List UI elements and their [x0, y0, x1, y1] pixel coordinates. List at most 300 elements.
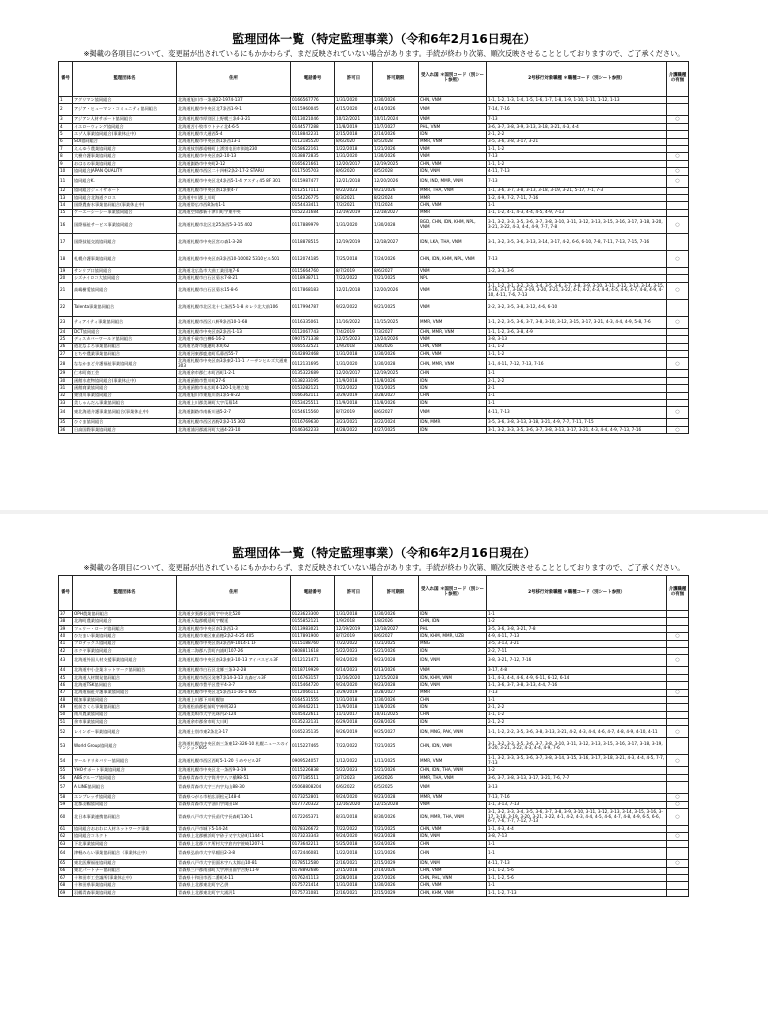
cell-permit-date: 12/16/2020	[335, 674, 373, 681]
cell-categories: 3-1, 3-2, 3-3, 3-5, 3-6, 3-7, 3-8, 3-13, 3-17, 3-21, 4-3, 4-4, 4-9, 7-13, 7-16	[487, 426, 667, 433]
notice-text: ※掲載の各項目について、変更届が出されているにもかかわらず、まだ反映されていない場合があります。手続が終わり次第、順次反映させることとしておりますので、ご了承ください。	[83, 49, 685, 58]
cell-org-name: 協同組合ジェイサポート	[73, 187, 177, 194]
cell-countries: IDN, VNM	[419, 833, 487, 840]
cell-address: 北海道中川郡上川町	[177, 194, 291, 201]
cell-org-name: ABSグループ協同組合	[73, 774, 177, 781]
cell-number: 12	[59, 187, 73, 194]
table-row	[59, 116, 689, 123]
cell-permit-date: 6/14/2023	[335, 667, 373, 674]
cell-phone: 0115226838	[291, 767, 335, 774]
cell-permit-date: 11/9/2018	[335, 399, 373, 406]
cell-number: 56	[59, 774, 73, 781]
cell-categories: 1-1	[487, 848, 667, 860]
cell-care-mark: ○	[667, 316, 689, 328]
cell-categories: 1-1, 1-2, 5-6	[487, 867, 667, 874]
cell-expiry: 10/11/2024	[373, 116, 419, 123]
cell-org-name: 函館商業協同組合	[73, 385, 177, 392]
cell-expiry: 8/30/2026	[373, 809, 419, 826]
cell-categories: 1-1, 4-3, 4-4	[487, 826, 667, 833]
cell-care-mark	[667, 774, 689, 781]
cell-address: 北海道札幌市中央区南2-10-13	[177, 153, 291, 160]
table-row	[59, 647, 689, 654]
cell-number: 14	[59, 202, 73, 209]
cell-permit-date: 3/29/2019	[335, 392, 373, 399]
table-row	[59, 782, 689, 794]
cell-care-mark	[667, 377, 689, 384]
cell-phone: 0117868183	[291, 282, 335, 299]
cell-expiry: 11/8/2026	[373, 399, 419, 406]
cell-phone: 0116335061	[291, 316, 335, 328]
cell-countries: MMR, THA, VNM	[419, 774, 487, 781]
cell-countries: CHN, KHM, VNM	[419, 889, 487, 896]
cell-address: 北海道函館市末広町4-120-1先理立地	[177, 385, 291, 392]
cell-countries: VNM	[419, 667, 487, 674]
table-row	[59, 217, 689, 234]
cell-categories: 1-1, 1-2, 7-13	[487, 889, 667, 896]
cell-org-name: ワールドリカバリー協同組合	[73, 755, 177, 767]
cell-countries: VNM	[419, 116, 487, 123]
cell-phone: 0164531555	[291, 696, 335, 703]
cell-countries: CHN, VNM	[419, 867, 487, 874]
cell-org-name: 函館水産物協同組合(事業休止中)	[73, 377, 177, 384]
cell-categories: 2-1	[487, 385, 667, 392]
cell-permit-date: 1/31/2018	[335, 611, 373, 618]
cell-countries: PHL, VNM	[419, 123, 487, 130]
cell-care-mark	[667, 234, 689, 251]
table-row	[59, 168, 689, 175]
cell-countries: IDN	[419, 377, 487, 384]
cell-phone: 0115664760	[291, 268, 335, 275]
cell-number: 2	[59, 104, 73, 116]
cell-countries: CHN	[419, 848, 487, 860]
cell-permit-date: 11/9/2018	[335, 704, 373, 711]
header-phone: 電話番号	[291, 576, 335, 611]
cell-countries: CHN, VNM	[419, 882, 487, 889]
cell-categories: 2-1, 2-2	[487, 704, 667, 711]
table-row	[59, 145, 689, 152]
cell-address: 北海道札幌市大通西5-4	[177, 131, 291, 138]
cell-care-mark	[667, 328, 689, 335]
cell-care-mark	[667, 618, 689, 625]
table-row	[59, 889, 689, 896]
cell-phone: 0173233343	[291, 833, 335, 840]
cell-phone: 0177185511	[291, 774, 335, 781]
cell-address: 北海道札幌市中央区宮の森1-3-28	[177, 234, 291, 251]
cell-categories: 1-1, 1-2	[487, 343, 667, 350]
cell-permit-date: 12/20/2017	[335, 370, 373, 377]
cell-org-name: 東北海道介護事業協同組合(事業休止中)	[73, 407, 177, 419]
cell-expiry: 7/24/2026	[373, 251, 419, 268]
cell-care-mark	[667, 611, 689, 618]
cell-expiry: 12/20/2026	[373, 175, 419, 187]
cell-expiry: 2/27/2026	[373, 874, 419, 881]
cell-org-name: サンリブ口協同組合	[73, 268, 177, 275]
table-row	[59, 874, 689, 881]
cell-permit-date: 4/28/2022	[335, 426, 373, 433]
cell-phone: 0117994787	[291, 299, 335, 316]
cell-permit-date: 3/29/2019	[335, 689, 373, 696]
cell-care-mark: ○	[667, 794, 689, 801]
cell-org-name: 道北なよろ事業協同組合	[73, 343, 177, 350]
cell-expiry: 7/21/2025	[373, 738, 419, 755]
cell-number: 33	[59, 399, 73, 406]
cell-address: 青森県青森市大字筒井字八ツ橋98-51	[177, 774, 291, 781]
cell-number: 10	[59, 168, 73, 175]
cell-expiry: 1/30/2026	[373, 97, 419, 104]
cell-number: 68	[59, 882, 73, 889]
cell-expiry: 3/28/2027	[373, 689, 419, 696]
cell-address: 青森県上北郡東北町字大浦沢1	[177, 889, 291, 896]
cell-number: 60	[59, 809, 73, 826]
cell-countries: VNM	[419, 268, 487, 275]
cell-address: 北海道函館市豊川町27-6	[177, 377, 291, 384]
cell-categories: 1-1, 1-2, 1-3, 1-4, 1-5, 1-6, 1-7, 1-8, 1-9, 1-10, 1-11, 1-12, 1-13	[487, 97, 667, 104]
cell-org-name: YHOサポート事業協同組合	[73, 767, 177, 774]
cell-address: 北海道北広島市大曲工業団地7-6	[177, 268, 291, 275]
cell-expiry: 9/23/2028	[373, 794, 419, 801]
cell-number: 53	[59, 738, 73, 755]
cell-org-name: プロテックス協同組合	[73, 640, 177, 647]
cell-number: 25	[59, 336, 73, 343]
table-row	[59, 234, 689, 251]
cell-number: 27	[59, 351, 73, 358]
cell-permit-date: 4/15/2020	[335, 104, 373, 116]
cell-care-mark	[667, 419, 689, 426]
cell-phone: 0177720322	[291, 801, 335, 808]
cell-org-name: 下北事業協同組合	[73, 840, 177, 847]
cell-number: 16	[59, 217, 73, 234]
cell-address: 北海道札幌市厚別区上野幌三条4-3-21	[177, 116, 291, 123]
cell-care-mark	[667, 209, 689, 216]
cell-org-name: 協同組合おおわに人材ネットワーク事業	[73, 826, 177, 833]
cell-countries: VNM	[419, 407, 487, 419]
cell-care-mark: ○	[667, 251, 689, 268]
cell-address: 北海道紋別郡遠軽町上湧別屯田市街地230	[177, 145, 291, 152]
cell-expiry: 3/22/2024	[373, 419, 419, 426]
cell-address: 北海道札幌市西区西野2条2-15 302	[177, 419, 291, 426]
cell-address: 北海道美唄市大字光珠内2-124	[177, 711, 291, 718]
header-expiry: 許可期限	[373, 62, 419, 97]
cell-countries: MMR, VNM	[419, 138, 487, 145]
cell-number: 35	[59, 419, 73, 426]
cell-org-name: アジア・ヒューマン・コミュニティ協同組合	[73, 104, 177, 116]
table-row	[59, 123, 689, 130]
table-row	[59, 640, 689, 647]
cell-address: 北海道札幌市中央区北5条西11-16-1 605	[177, 689, 291, 696]
cell-countries: CHN, IDN, KHM, NPL, VNM	[419, 251, 487, 268]
cell-permit-date: 12/16/2020	[335, 801, 373, 808]
cell-countries: MNG	[419, 640, 487, 647]
cell-care-mark: ○	[667, 153, 689, 160]
cell-categories: 1-1	[487, 399, 667, 406]
cell-categories: 1-1, 1-2, 5-6	[487, 874, 667, 881]
cell-permit-date: 10/12/2021	[335, 116, 373, 123]
cell-categories: 1-1, 1-2	[487, 351, 667, 358]
cell-phone: 0907571338	[291, 336, 335, 343]
cell-expiry: 8/6/2027	[373, 407, 419, 419]
cell-care-mark	[667, 782, 689, 794]
cell-permit-date: 6/29/2018	[335, 719, 373, 726]
cell-care-mark	[667, 882, 689, 889]
cell-categories: 1-1, 1-2	[487, 145, 667, 152]
cell-countries: IDN	[419, 647, 487, 654]
cell-number: 61	[59, 826, 73, 833]
cell-phone: 0909524057	[291, 755, 335, 767]
cell-address: 北海道空知郡新十津川町字東中央	[177, 209, 291, 216]
cell-care-mark	[667, 351, 689, 358]
cell-countries: CHN, VNM	[419, 202, 487, 209]
cell-number: 6	[59, 138, 73, 145]
cell-countries: MMR, VNM	[419, 794, 487, 801]
table-row	[59, 153, 689, 160]
cell-address: 北海道余市郡余市町大川町	[177, 719, 291, 726]
cell-care-mark: ○	[667, 168, 689, 175]
cell-care-mark	[667, 104, 689, 116]
cell-address: 北海道札幌市中央区北7条西1-9-1	[177, 104, 291, 116]
cell-categories: 7-13	[487, 153, 667, 160]
cell-permit-date: 5/25/2018	[335, 840, 373, 847]
cell-phone: 0118878515	[291, 234, 335, 251]
cell-org-name: 国際農畜水事業協同組合(事業休止中)	[73, 202, 177, 209]
cell-categories: 3-1, 3-2, 3-5, 3-6, 3-13, 3-14, 3-17, 4-2, 6-6, 6-10, 7-8, 7-11, 7-13, 7-15, 7-16	[487, 234, 667, 251]
cell-number: 15	[59, 209, 73, 216]
cell-phone: 0153282121	[291, 385, 335, 392]
cell-countries: MMR, VNM	[419, 755, 487, 767]
cell-org-name: 北海道外国人材支援事業協同組合	[73, 655, 177, 667]
table-row	[59, 882, 689, 889]
cell-address: 北海道余市郡仁木町西町1-2-1	[177, 370, 291, 377]
cell-address: 青森県八戸市大字田面木字八太郎山10-81	[177, 860, 291, 867]
cell-categories: 3-8, 7-13	[487, 833, 667, 840]
cell-categories: 7-13, 7-16	[487, 794, 667, 801]
cell-expiry: 5/24/2026	[373, 840, 419, 847]
table-row	[59, 826, 689, 833]
cell-phone: 0158622161	[291, 145, 335, 152]
header-care: 介護職種の有無	[667, 576, 689, 611]
cell-phone: 0113983021	[291, 625, 335, 632]
cell-phone: 0165235135	[291, 726, 335, 738]
cell-phone: 0115987477	[291, 175, 335, 187]
table-row	[59, 719, 689, 726]
table-row	[59, 209, 689, 216]
cell-phone: 0112121471	[291, 655, 335, 667]
cell-address: 青森県つがる市柏広須松元148-4	[177, 794, 291, 801]
cell-countries: VNM	[419, 336, 487, 343]
cell-number: 51	[59, 719, 73, 726]
cell-number: 32	[59, 392, 73, 399]
cell-expiry: 8/5/2028	[373, 168, 419, 175]
cell-categories: 4-11, 7-13	[487, 407, 667, 419]
cell-categories: 3-1, 3-2, 3-3, 3-5, 3-6, 3-7, 3-8, 3-10, 3-11, 3-12, 3-13, 3-15, 3-16, 3-17, 3-18, 3-19, 3-20, 3-21, 3-22, 4-3, 4-4, 4-9, 7-6	[487, 738, 667, 755]
table-row	[59, 848, 689, 860]
cell-org-name: 大樹介護事業協同組合	[73, 153, 177, 160]
cell-expiry: 7/3/2027	[373, 328, 419, 335]
cell-permit-date: 1/9/2018	[335, 618, 373, 625]
cell-care-mark: ○	[667, 217, 689, 234]
cell-categories: 3-5, 3-13, 3-21	[487, 640, 667, 647]
cell-expiry: 12/18/2027	[373, 234, 419, 251]
cell-categories: 1-2	[487, 618, 667, 625]
cell-expiry: 1/30/2026	[373, 153, 419, 160]
cell-countries: CHN	[419, 840, 487, 847]
cell-phone: 0112066111	[291, 689, 335, 696]
cell-number: 20	[59, 275, 73, 282]
cell-org-name: フェリー・ロード協同組合	[73, 625, 177, 632]
cell-expiry: 4/27/2025	[373, 426, 419, 433]
cell-address: 北海道上川郡下川町幌加	[177, 696, 291, 703]
cell-countries: CHN, MMR, VNM	[419, 328, 487, 335]
cell-phone: 0115464720	[291, 682, 335, 689]
cell-number: 42	[59, 647, 73, 654]
cell-permit-date: 7/25/2018	[335, 251, 373, 268]
cell-expiry: 9/23/2028	[373, 682, 419, 689]
cell-care-mark	[667, 194, 689, 201]
header-categories: 2号移行対象職種 ＊職種コード（別シート参照）	[487, 576, 667, 611]
header-expiry: 許可期限	[373, 576, 419, 611]
cell-permit-date: 11/1/2017	[335, 711, 373, 718]
cell-phone: 0115960045	[291, 104, 335, 116]
cell-number: 49	[59, 704, 73, 711]
cell-expiry: 7/21/2025	[373, 385, 419, 392]
cell-care-mark	[667, 145, 689, 152]
cell-address: 北海道札幌市中央区南3条東2-11-1 ノーザンヒルズ大通東303	[177, 358, 291, 370]
cell-number: 4	[59, 123, 73, 130]
cell-org-name: 東北パートナー協同組合	[73, 867, 177, 874]
cell-categories: 2-1, 2-2	[487, 131, 667, 138]
cell-countries: IDN	[419, 611, 487, 618]
cell-org-name: ひぐま協同組合	[73, 419, 177, 426]
cell-phone: 0135322689	[291, 370, 335, 377]
cell-expiry: 12/24/2026	[373, 336, 419, 343]
cell-permit-date: 7/4/2019	[335, 328, 373, 335]
cell-care-mark	[667, 848, 689, 860]
cell-expiry: 12/15/2028	[373, 674, 419, 681]
cell-phone: 0153425511	[291, 399, 335, 406]
cell-permit-date: 1/31/2018	[335, 882, 373, 889]
cell-permit-date: 5/22/2023	[335, 647, 373, 654]
cell-phone: 0123623300	[291, 611, 335, 618]
table-row	[59, 655, 689, 667]
cell-number: 13	[59, 194, 73, 201]
cell-permit-date: 11/8/2019	[335, 123, 373, 130]
table-row	[59, 407, 689, 419]
cell-categories: 2-1, 2-2	[487, 377, 667, 384]
cell-expiry: 7/21/2025	[373, 826, 419, 833]
cell-care-mark	[667, 299, 689, 316]
cell-categories: 1-1	[487, 840, 667, 847]
table-row	[59, 275, 689, 282]
cell-org-name: ななかまど介護福祉事業協同組合	[73, 358, 177, 370]
cell-care-mark	[667, 826, 689, 833]
table-row	[59, 794, 689, 801]
cell-phone: 0112131695	[291, 358, 335, 370]
cell-expiry: 5/21/2026	[373, 767, 419, 774]
cell-care-mark	[667, 674, 689, 681]
cell-org-name: 北海道福祉介護事業協同組合	[73, 689, 177, 696]
cell-address: 北海道苫小牧市ウトナイ北4-6-5	[177, 123, 291, 130]
cell-care-mark: ○	[667, 860, 689, 867]
cell-number: 64	[59, 848, 73, 860]
cell-number: 23	[59, 316, 73, 328]
cell-address: 北海道浦河郡浦河町大通4-23-10	[177, 426, 291, 433]
cell-categories: 1-1	[487, 696, 667, 703]
cell-org-name: エンプレッサ協同組合	[73, 794, 177, 801]
cell-address: 北海道札幌市白石区菊水7-8-21	[177, 275, 291, 282]
cell-care-mark	[667, 138, 689, 145]
cell-phone: 0175721414	[291, 882, 335, 889]
table-row	[59, 726, 689, 738]
cell-address: 北海道札幌市豊平区豊平4-3-7	[177, 682, 291, 689]
cell-org-name: 東北医療福祉協同組合	[73, 860, 177, 867]
header-phone: 電話番号	[291, 62, 335, 97]
cell-countries: CHN, MMR, VNM	[419, 358, 487, 370]
cell-phone: 0154433411	[291, 202, 335, 209]
cell-countries: IDN, MMR	[419, 419, 487, 426]
cell-phone: 0176241113	[291, 874, 335, 881]
cell-permit-date: 12/19/2019	[335, 234, 373, 251]
table-row	[59, 704, 689, 711]
table-row	[59, 696, 689, 703]
cell-countries: IDN	[419, 704, 487, 711]
cell-categories: 4-9, 4-11, 7-13	[487, 633, 667, 640]
table-row	[59, 282, 689, 299]
cell-expiry: 9/23/2028	[373, 833, 419, 840]
table-row	[59, 392, 689, 399]
cell-expiry: 8/2/2024	[373, 194, 419, 201]
cell-phone: 0144577288	[291, 123, 335, 130]
cell-org-name: 羽鶴青森事業協同組合	[73, 889, 177, 896]
cell-care-mark	[667, 131, 689, 138]
table-row	[59, 97, 689, 104]
cell-care-mark: ○	[667, 633, 689, 640]
cell-address: 青森県八戸市大字長苗代字長森町130-1	[177, 809, 291, 826]
cell-categories: 3-5, 3-6, 3-8, 3-13, 3-18, 3-21, 4-9, 7-7, 7-11, 7-15	[487, 419, 667, 426]
table-header-row	[59, 576, 689, 611]
cell-expiry: 7/1/2024	[373, 202, 419, 209]
cell-address: 青森県三戸郡南部町大字沖田面字吉野11-9	[177, 867, 291, 874]
table-row	[59, 867, 689, 874]
cell-expiry: 10/31/2025	[373, 711, 419, 718]
cell-expiry: 12/19/2025	[373, 370, 419, 377]
cell-number: 17	[59, 234, 73, 251]
cell-org-name: えんゆう農業協同組合	[73, 145, 177, 152]
cell-countries: MMR	[419, 689, 487, 696]
cell-categories: 2-1, 2-2	[487, 719, 667, 726]
cell-address: 北海道札幌市白石区北郷三条3-2-28	[177, 667, 291, 674]
cell-permit-date: 1/31/2020	[335, 217, 373, 234]
cell-permit-date: 7/22/2022	[335, 385, 373, 392]
cell-org-name: Talenta事業協同組合	[73, 299, 177, 316]
cell-number: 38	[59, 618, 73, 625]
table-row	[59, 755, 689, 767]
cell-org-name: 国際福祉サービス事業協同組合	[73, 217, 177, 234]
cell-org-name: 札幌介護事業協同組合	[73, 251, 177, 268]
cell-org-name: 幌加事業協同組合	[73, 696, 177, 703]
cell-expiry: 1/30/2028	[373, 358, 419, 370]
cell-categories: 3-17, 4-8	[487, 667, 667, 674]
cell-care-mark: ○	[667, 175, 689, 187]
header-name: 監理団体名	[73, 576, 177, 611]
cell-permit-date: 7/2/2021	[335, 202, 373, 209]
cell-phone: 0117891900	[291, 633, 335, 640]
cell-permit-date: 12/20/2017	[335, 160, 373, 167]
cell-number: 26	[59, 343, 73, 350]
cell-expiry: 12/18/2027	[373, 209, 419, 216]
cell-expiry: 1/8/2026	[373, 343, 419, 350]
cell-categories: 3-13	[487, 782, 667, 794]
cell-address: 青森県上北郡東北町字乙供	[177, 882, 291, 889]
cell-permit-date: 2/28/2018	[335, 874, 373, 881]
